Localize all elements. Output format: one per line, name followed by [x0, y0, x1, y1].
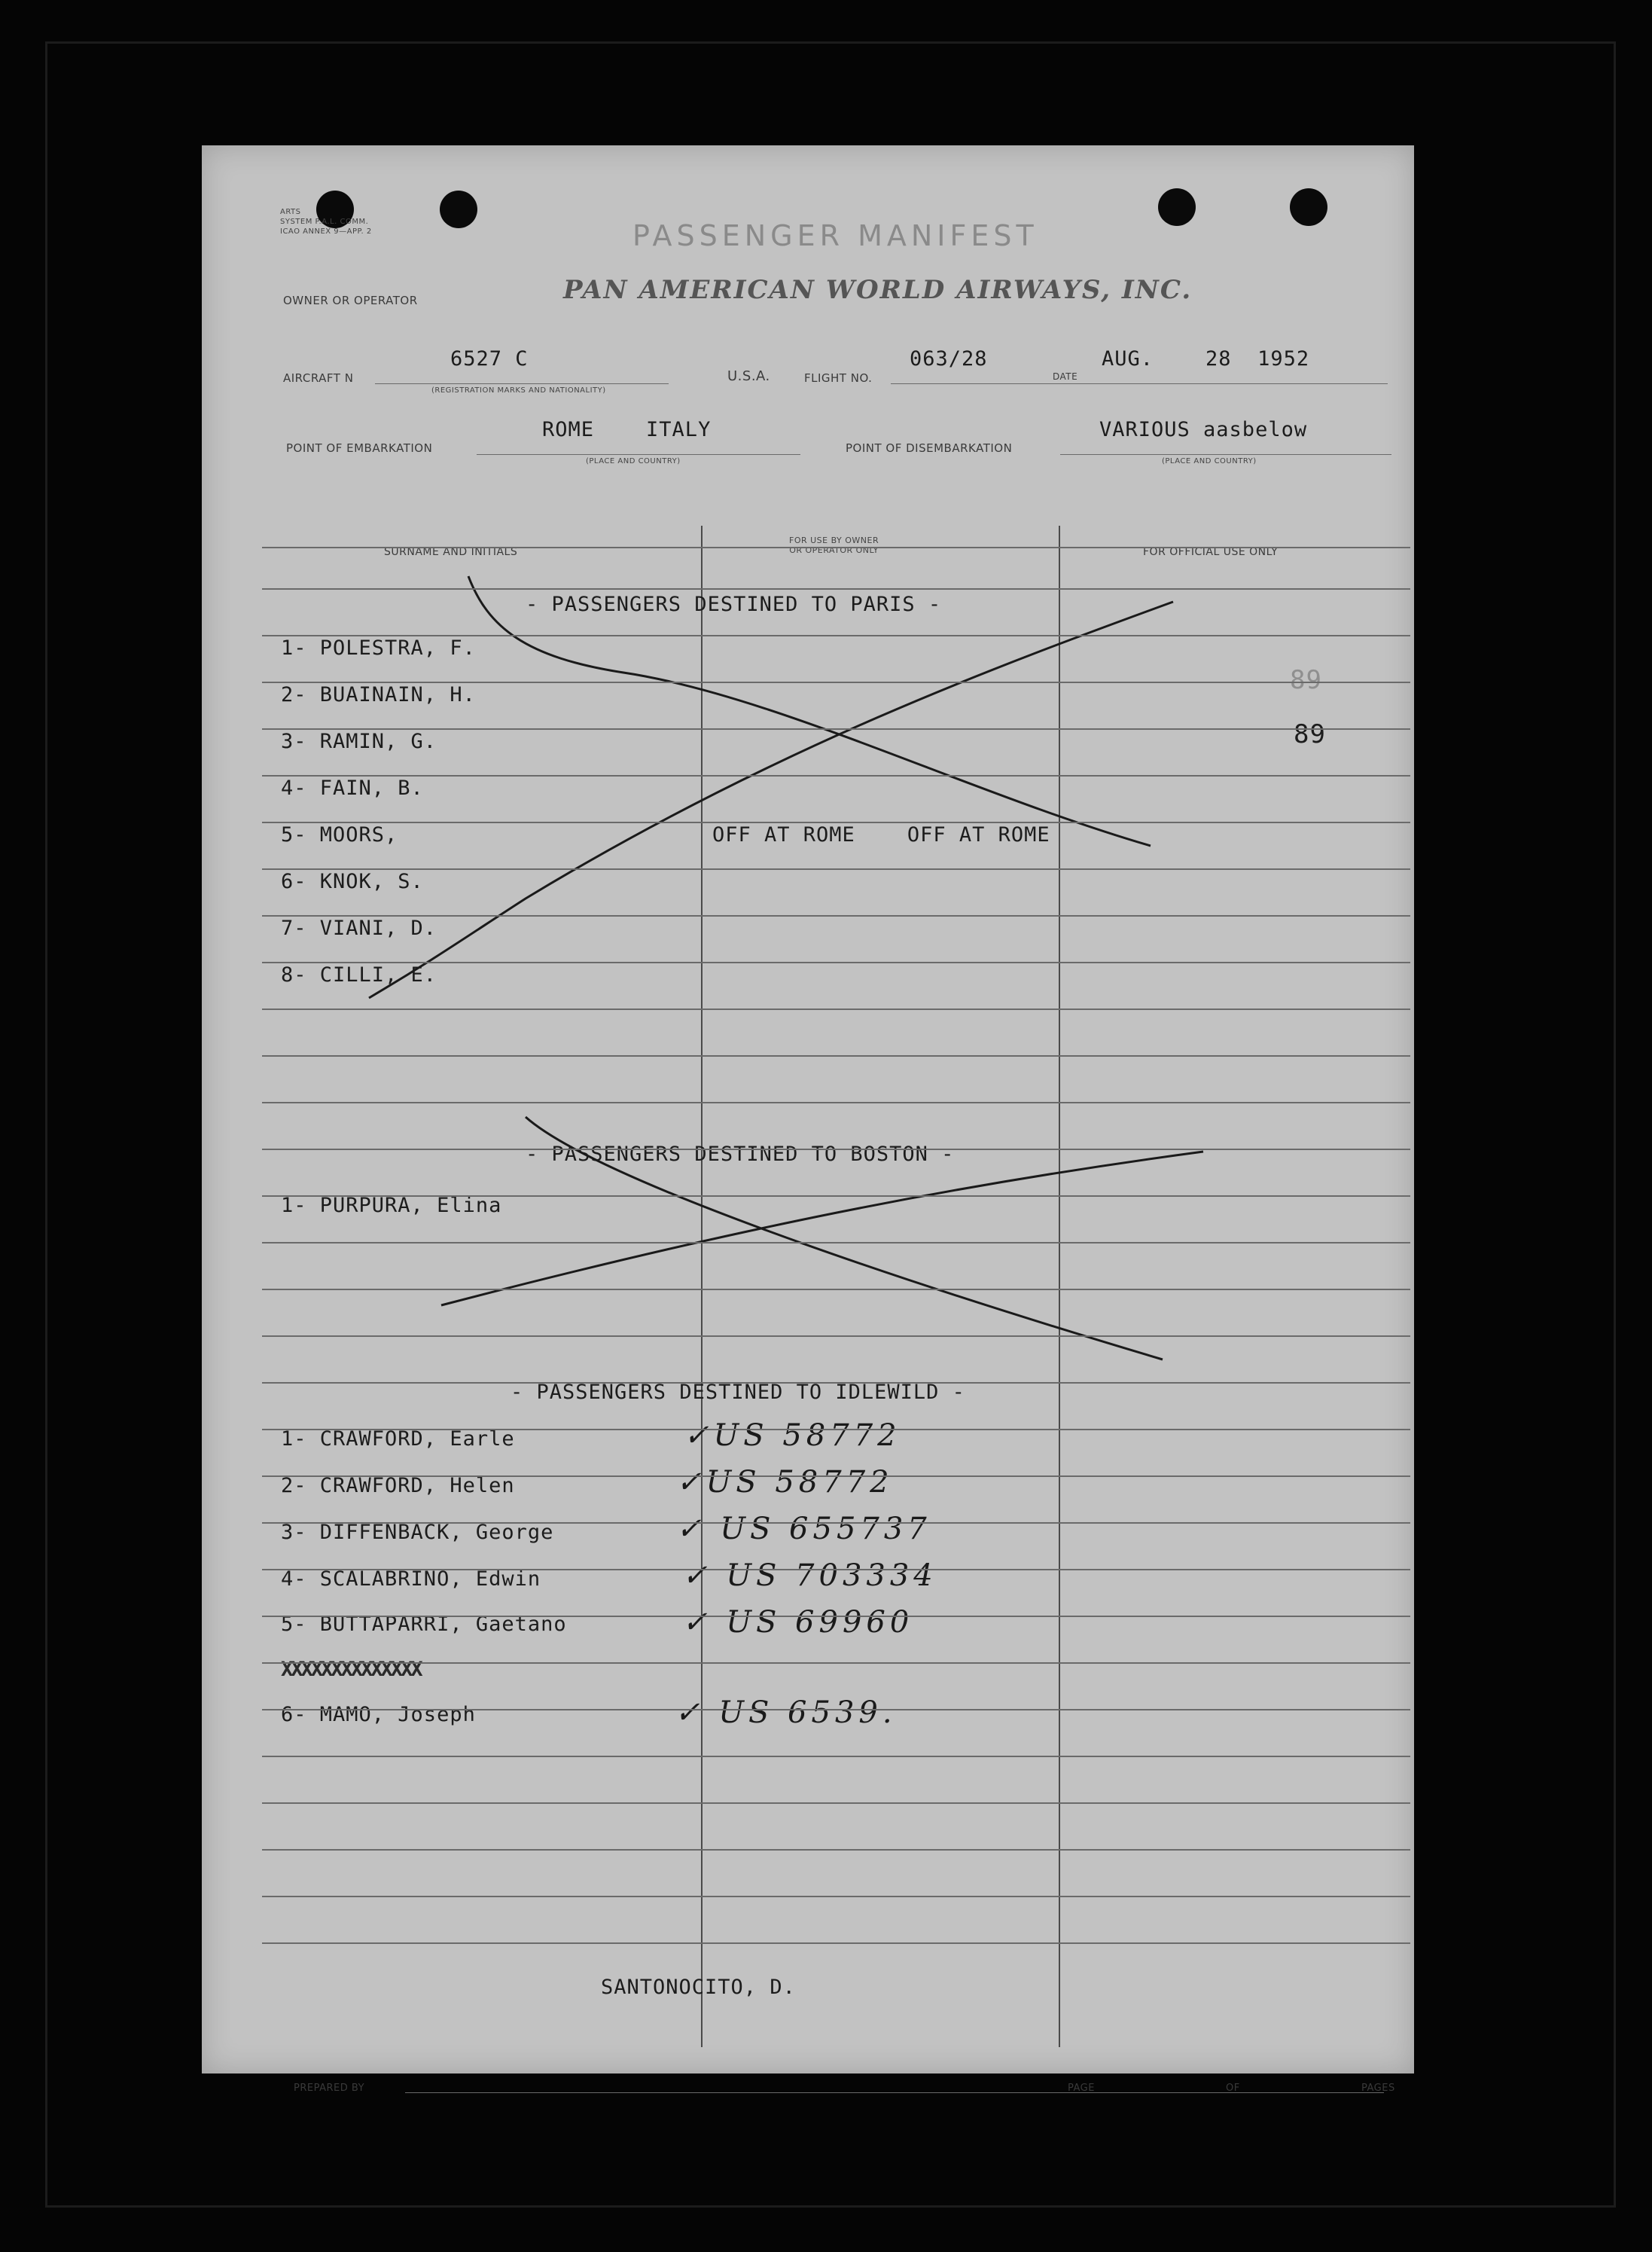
ruled-line — [262, 547, 1410, 548]
owner-note: OFF AT ROME OFF AT ROME — [712, 823, 1050, 847]
ruled-line — [262, 1382, 1410, 1384]
passenger-name: 7- VIANI, D. — [281, 917, 437, 940]
disembarkation-label: POINT OF DISEMBARKATION — [846, 441, 1013, 455]
date-value: AUG. 28 1952 — [1102, 347, 1310, 371]
ruled-line — [262, 1242, 1410, 1243]
ruled-line — [262, 775, 1410, 777]
section-heading-idlewild: - PASSENGERS DESTINED TO IDLEWILD - — [511, 1381, 965, 1404]
ruled-line — [262, 1709, 1410, 1710]
passport-note: ✓ US 703334 — [682, 1558, 937, 1593]
ruled-line — [262, 1802, 1410, 1804]
struck-out-entry: XXXXXXXXXXXXXX — [281, 1658, 421, 1681]
ruled-line — [262, 1662, 1410, 1664]
embarkation-sublabel: (PLACE AND COUNTRY) — [586, 457, 681, 465]
cross-out-stroke — [441, 1152, 1203, 1305]
ruled-line — [262, 1522, 1410, 1524]
prepared-by-value: SANTONOCITO, D. — [601, 1976, 796, 1999]
section-heading-boston: - PASSENGERS DESTINED TO BOSTON - — [526, 1143, 955, 1166]
page-label: PAGE — [1068, 2083, 1095, 2094]
page-title: PASSENGER MANIFEST — [632, 219, 1038, 252]
ruled-line — [262, 1102, 1410, 1103]
owner-value: PAN AMERICAN WORLD AIRWAYS, INC. — [563, 275, 1193, 305]
aircraft-value: 6527 C — [450, 347, 529, 371]
col-surname: SURNAME AND INITIALS — [384, 546, 518, 558]
passenger-name: 2- BUAINAIN, H. — [281, 683, 476, 706]
ruled-line — [262, 868, 1410, 870]
cross-out-stroke — [468, 576, 1151, 846]
cross-out-stroke — [526, 1117, 1163, 1359]
ruled-line — [262, 728, 1410, 730]
aircraft-sublabel: (REGISTRATION MARKS AND NATIONALITY) — [431, 386, 606, 395]
passport-note: ✓ US 655737 — [676, 1512, 931, 1546]
passport-note: ✓ US 69960 — [682, 1605, 914, 1640]
ruled-line — [262, 1335, 1410, 1337]
ruled-line — [262, 1429, 1410, 1430]
official-mark: 89 — [1294, 719, 1326, 749]
passenger-name: 4- SCALABRINO, Edwin — [281, 1567, 541, 1591]
official-mark: 89 — [1290, 665, 1322, 695]
passenger-name: 6- MAMO, Joseph — [281, 1703, 476, 1726]
col-owner-use: FOR USE BY OWNER OR OPERATOR ONLY — [789, 536, 879, 555]
passenger-name: 1- POLESTRA, F. — [281, 636, 476, 660]
section-heading-paris: - PASSENGERS DESTINED TO PARIS - — [526, 593, 942, 616]
embarkation-value: ROME ITALY — [542, 418, 712, 441]
pages-label: PAGES — [1361, 2083, 1395, 2094]
passenger-name: 6- KNOK, S. — [281, 870, 424, 893]
cross-out-stroke — [369, 602, 1173, 998]
form-code-1: ARTS — [280, 208, 301, 216]
ruled-line — [262, 1849, 1410, 1851]
col-official: FOR OFFICIAL USE ONLY — [1143, 546, 1279, 558]
ruled-line — [262, 1569, 1410, 1570]
passport-note: ✓US 58772 — [676, 1465, 894, 1500]
ruled-line — [262, 962, 1410, 963]
date-label: DATE — [1053, 371, 1078, 382]
form-code-3: ICAO ANNEX 9—APP. 2 — [280, 227, 372, 236]
passenger-name: 5- BUTTAPARRI, Gaetano — [281, 1613, 567, 1636]
ruled-line — [262, 1942, 1410, 1944]
ruled-line — [262, 1896, 1410, 1897]
passenger-name: 1- PURPURA, Elina — [281, 1194, 502, 1217]
cross-out-marks — [202, 145, 1414, 2073]
owner-label: OWNER OR OPERATOR — [283, 294, 418, 307]
passenger-name: 4- FAIN, B. — [281, 777, 424, 800]
disembarkation-sublabel: (PLACE AND COUNTRY) — [1162, 457, 1257, 465]
ruled-line — [262, 1289, 1410, 1290]
ruled-line — [262, 1149, 1410, 1150]
embarkation-label: POINT OF EMBARKATION — [286, 441, 433, 455]
ruled-line — [262, 822, 1410, 823]
ruled-line — [262, 1009, 1410, 1010]
passport-note: ✓ US 6539. — [675, 1695, 897, 1730]
disembarkation-value: VARIOUS aasbelow — [1099, 418, 1308, 441]
passenger-name: 2- CRAWFORD, Helen — [281, 1474, 515, 1497]
aircraft-label: AIRCRAFT N — [283, 371, 354, 385]
of-label: OF — [1226, 2083, 1240, 2094]
passenger-name: 5- MOORS, — [281, 823, 398, 847]
ruled-line — [262, 1756, 1410, 1757]
ruled-line — [262, 1475, 1410, 1477]
ruled-line — [262, 682, 1410, 683]
ruled-line — [262, 1195, 1410, 1197]
flight-label: FLIGHT NO. — [804, 371, 873, 385]
form-code-2: SYSTEM P.A.L. COMM. — [280, 218, 369, 226]
ruled-line — [262, 1616, 1410, 1617]
passenger-name: 3- DIFFENBACK, George — [281, 1521, 554, 1544]
flight-value: 063/28 — [910, 347, 988, 371]
passenger-name: 8- CILLI, E. — [281, 963, 437, 987]
manifest-page — [202, 145, 1414, 2094]
ruled-line — [262, 915, 1410, 917]
ruled-line — [262, 588, 1410, 590]
prepared-by-label: PREPARED BY — [294, 2083, 365, 2094]
ruled-line — [262, 1055, 1410, 1057]
usa-label: U.S.A. — [727, 368, 770, 384]
passenger-name: 1- CRAWFORD, Earle — [281, 1427, 515, 1451]
ruled-line — [262, 635, 1410, 636]
passport-note: ✓US 58772 — [684, 1418, 901, 1453]
passenger-name: 3- RAMIN, G. — [281, 730, 437, 753]
